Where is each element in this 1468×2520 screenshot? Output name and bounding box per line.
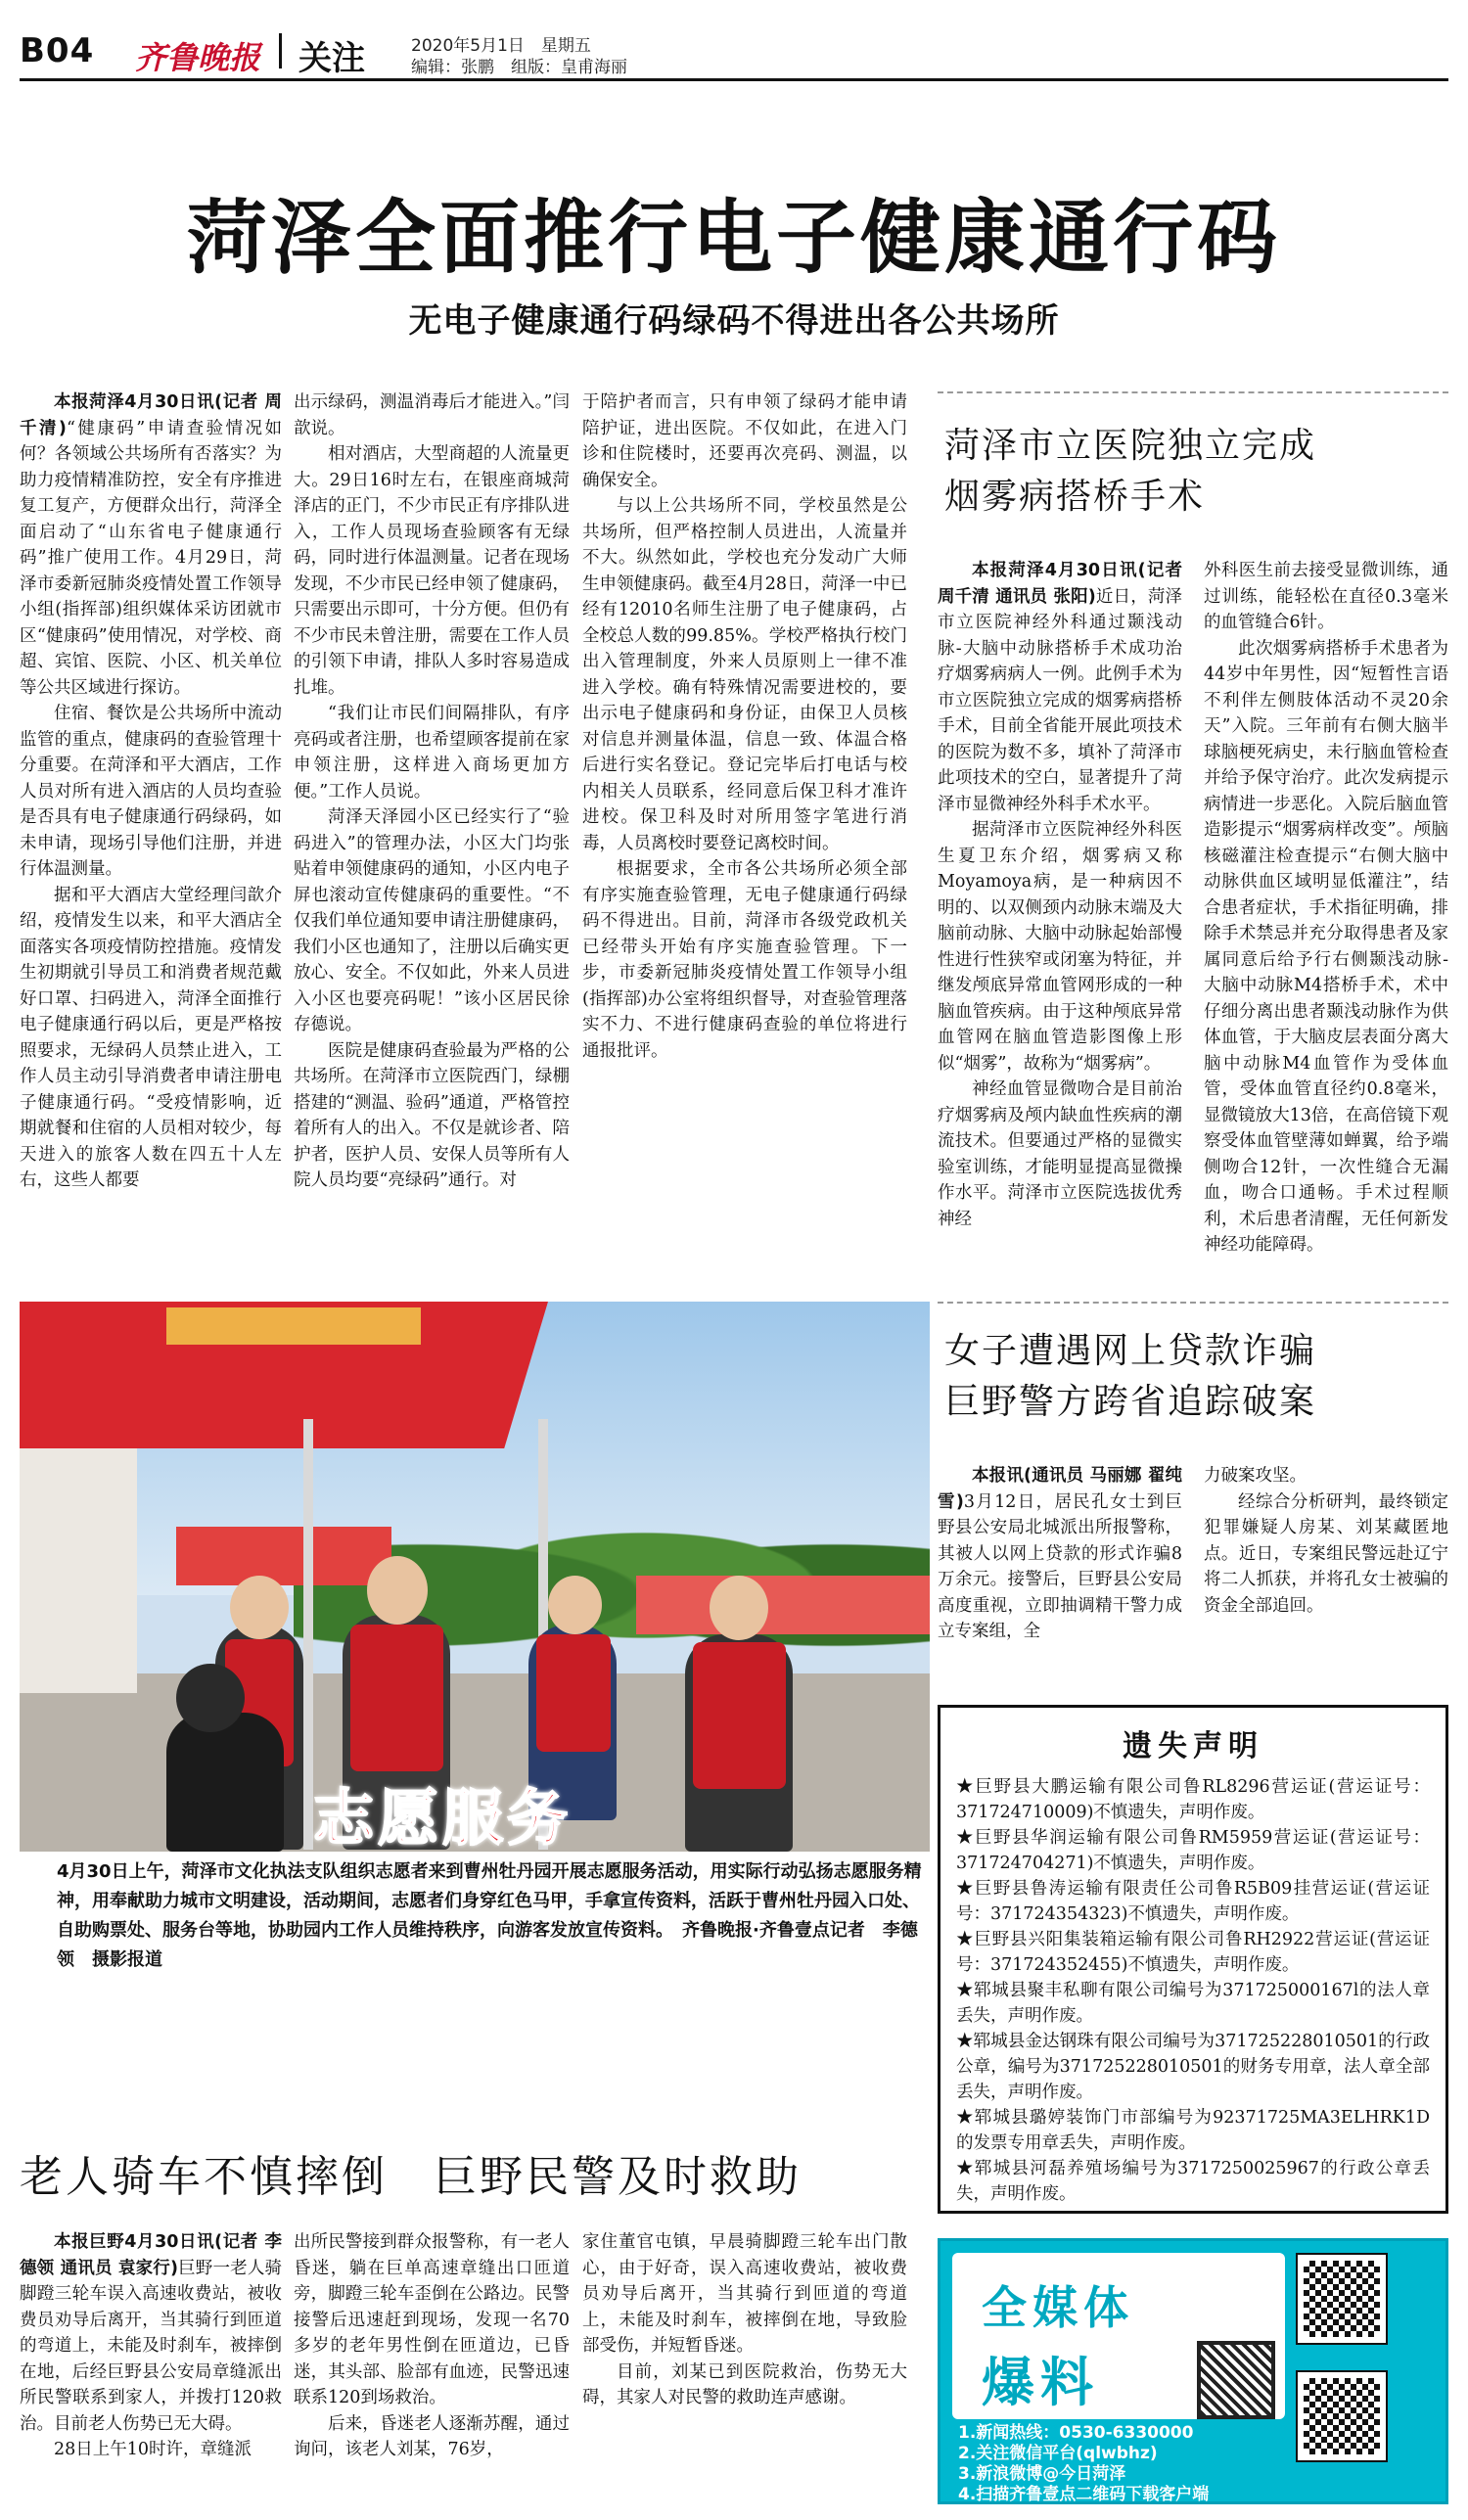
paragraph: “我们让市民们间隔排队，有序亮码或者注册，也希望顾客提前在家申领注册，这样进入商场更加方便。”工作人员说。 bbox=[294, 704, 570, 802]
article-lead: 本报讯(通讯员 马丽娜 翟纯雪) bbox=[938, 1466, 1182, 1512]
paragraph: 医院是健康码查验最为严格的公共场所。在菏泽市立医院西门，绿棚搭建的“测温、验码”通道，严格管控着所有人的出入。不仅是就诊者、陪护者，医护人员、安保人员等所有人院人员均要“亮绿码”通行。对 bbox=[294, 1040, 570, 1190]
paper-name: 齐鲁晚报 bbox=[135, 39, 261, 76]
lost-notice-item: ★巨野县兴阳集装箱运输有限公司鲁RH2922营运证(营运证号：371724352455)不慎遗失，声明作废。 bbox=[956, 1930, 1430, 1975]
photo-person-head bbox=[230, 1576, 289, 1639]
editors-line: 编辑：张鹏 组版：皇甫海丽 bbox=[411, 58, 627, 77]
paragraph: 菏泽天泽园小区已经实行了“验码进入”的管理办法，小区大门均张贴着申领健康码的通知，小区内电子屏也滚动宣传健康码的重要性。“不仅我们单位通知要申请注册健康码，我们小区也通知了，注册以后确实更放心、安全。不仅如此，外来人员进入小区也要亮码呢！”该小区居民徐存德说。 bbox=[294, 807, 570, 1034]
photo-person-head bbox=[710, 1576, 768, 1640]
paragraph: 与以上公共场所不同，学校虽然是公共场所，但严格控制人员进出，人流量并不大。纵然如此，学校也充分发动广大师生申领健康码。截至4月28日，菏泽一中已经有12010名师生注册了电子健康码，占全校总人数的99.85%。学校严格执行校门出入管理制度，外来人员原则上一律不准进入学校。确有特殊情况需要进校的，要出示电子健康码和身份证，由保卫人员核对信息并测量体温，信息一致、体温合格后进行实名登记。登记完毕后打电话与校内相关人员联系，经同意后保卫科才准许进校。保卫科及时对所用签字笔进行消毒，人员离校时要登记离校时间。 bbox=[582, 496, 907, 853]
paragraph: 神经血管显微吻合是目前治疗烟雾病及颅内缺血性疾病的潮流技术。但要通过严格的显微实验室训练，才能明显提高显微操作水平。菏泽市立医院选拔优秀神经 bbox=[938, 1079, 1182, 1229]
article-3-col-2 bbox=[1204, 1463, 1448, 1690]
title-line: 女子遭遇网上贷款诈骗 bbox=[944, 1331, 1317, 1371]
qr-code-icon bbox=[1298, 2372, 1386, 2460]
paragraph: 近日，菏泽市立医院神经外科通过颞浅动脉-大脑中动脉搭桥手术成功治疗烟雾病病人一例。此例手术为市立医院独立完成的烟雾病搭桥手术，目前全省能开展此项技术的医院为数不多，填补了菏泽市此项技术的空白，显著提升了菏泽市显微神经外科手术水平。 bbox=[938, 586, 1182, 814]
paragraph: 后来，昏迷老人逐渐苏醒，通过询问，该老人刘某，76岁， bbox=[294, 2413, 570, 2459]
media-ad-panel bbox=[952, 2253, 1285, 2419]
media-ad-logo-top: 全媒体 bbox=[982, 2281, 1134, 2334]
media-ad-line: 3.新浪微博@今日菏泽 bbox=[958, 2464, 1126, 2484]
photo-tent bbox=[636, 1576, 930, 1634]
paragraph: 于陪护者而言，只有申领了绿码才能申请陪护证，进出医院。不仅如此，在进入门诊和住院楼时，还要再次亮码、测温，以确保安全。 bbox=[582, 392, 907, 490]
title-line: 巨野警方跨省追踪破案 bbox=[944, 1382, 1317, 1422]
photo-person bbox=[166, 1713, 284, 1852]
volunteer-photo bbox=[20, 1302, 930, 1852]
media-ad-line: 1.新闻热线：0530-6330000 bbox=[958, 2423, 1194, 2443]
main-article-col-2 bbox=[294, 389, 570, 1251]
photo-person-head bbox=[367, 1556, 428, 1625]
paragraph: 据菏泽市立医院神经外科医生夏卫东介绍，烟雾病又称Moyamoya病，是一种病因不明的、以双侧颈内动脉末端及大脑前动脉、大脑中动脉起始部慢性进行性狭窄或闭塞为特征，并继发颅底异常血管网形成的一种脑血管疾病。由于这种颅底异常血管网在脑血管造影图像上形似“烟雾”，故称为“烟雾病”。 bbox=[938, 820, 1182, 1074]
section-divider bbox=[938, 1302, 1448, 1304]
lost-notice-item: ★巨野县华润运输有限公司鲁RM5959营运证(营运证号：371724704271)不慎遗失，声明作废。 bbox=[956, 1828, 1430, 1873]
paragraph: 力破案攻坚。 bbox=[1204, 1466, 1307, 1486]
photo-person-vest bbox=[350, 1625, 443, 1771]
masthead bbox=[20, 27, 1448, 76]
issue-date: 2020年5月1日 星期五 bbox=[411, 36, 591, 56]
lost-notice-item: ★巨野县大鹏运输有限公司鲁RL8296营运证(营运证号：371724710009)不慎遗失，声明作废。 bbox=[956, 1777, 1430, 1822]
paragraph: 28日上午10时许，章缝派 bbox=[54, 2440, 252, 2459]
main-headline: 菏泽全面推行电子健康通行码 bbox=[186, 191, 1281, 285]
photo-tag: 志愿服务 bbox=[313, 1782, 573, 1852]
media-ad bbox=[938, 2238, 1448, 2504]
photo-person-head bbox=[548, 1576, 602, 1634]
paragraph: 家住董官屯镇，早晨骑脚蹬三轮车出门散心，由于好奇，误入高速收费站，被收费员劝导后离开，当其骑行到匝道的弯道上，未能及时刹车，被摔倒在地，导致脸部受伤，并短暂昏迷。 bbox=[582, 2232, 907, 2356]
article-2-col-2 bbox=[1204, 558, 1448, 1282]
lost-notice-item: ★巨野县鲁涛运输有限责任公司鲁R5B09挂营运证(营运证号：371724354323)不慎遗失，声明作废。 bbox=[956, 1879, 1430, 1924]
lost-notice-title: 遗失声明 bbox=[1123, 1729, 1263, 1764]
article-4-title: 老人骑车不慎摔倒 巨野民警及时救助 bbox=[20, 2152, 802, 2202]
photo-banner bbox=[166, 1307, 421, 1345]
photo-tent bbox=[176, 1527, 391, 1585]
photo-person-vest bbox=[536, 1634, 611, 1752]
section-divider bbox=[938, 391, 1448, 393]
article-lead: 本报菏泽4月30日讯(记者 周千清) bbox=[20, 392, 282, 438]
paragraph: 据和平大酒店大堂经理闫歆介绍，疫情发生以来，和平大酒店全面落实各项疫情防控措施。疫情发生初期就引导员工和消费者规范戴好口罩、扫码进入，菏泽全面推行电子健康通行码以后，更是严格按照要求，无绿码人员禁止进入，工作人员主动引导消费者申请注册电子健康通行码。“受疫情影响，近期就餐和住宿的人员相对较少，每天进入的旅客人数在四五十人左右，这些人都要 bbox=[20, 885, 282, 1190]
article-lead: 本报菏泽4月30日讯(记者 周千清 通讯员 张阳) bbox=[938, 561, 1182, 607]
media-ad-line: 2.关注微信平台(qlwbhz) bbox=[958, 2444, 1158, 2463]
lost-notice-item: ★郓城县金达钢珠有限公司编号为371725228010501的行政公章，编号为371725228010501的财务专用章，法人章全部丢失，声明作废。 bbox=[956, 2032, 1430, 2102]
paragraph: 3月12日，居民孔女士到巨野县公安局北城派出所报警称，其被人以网上贷款的形式诈骗8万余元。接警后，巨野县公安局高度重视，立即抽调精干警力成立专案组，全 bbox=[938, 1491, 1182, 1641]
article-3-col-1 bbox=[938, 1463, 1182, 1690]
paragraph: 出示绿码，测温消毒后才能进入。”闫歆说。 bbox=[294, 392, 570, 438]
photo-person-head bbox=[176, 1664, 245, 1732]
article-3-title bbox=[944, 1326, 1316, 1428]
lost-notice-item: ★郓城县璐婷装饰门市部编号为92371725MA3ELHRK1D的发票专用章丢失，声明作废。 bbox=[956, 2108, 1430, 2153]
paragraph: 此次烟雾病搭桥手术患者为44岁中年男性，因“短暂性言语不利伴左侧肢体活动不灵20余天”入院。三年前有右侧大脑半球脑梗死病史，未行脑血管检查并给予保守治疗。此次发病提示病情进一步恶化。入院后脑血管造影提示“烟雾病样改变”。颅脑核磁灌注检查提示“右侧大脑中动脉供血区域明显低灌注”，结合患者症状，手术指征明确，排除手术禁忌并充分取得患者及家属同意后给予行右侧颞浅动脉-大脑中动脉M4搭桥手术，术中仔细分离出患者颞浅动脉作为供体血管，于大脑皮层表面分离大脑中动脉M4血管作为受体血管，受体血管直径约0.8毫米，显微镜放大13倍，在高倍镜下观察受体血管壁薄如蝉翼，给予端侧吻合12针，一次性缝合无漏血，吻合口通畅。手术过程顺利，术后患者清醒，无任何新发神经功能障碍。 bbox=[1204, 638, 1448, 1255]
main-article-col-1 bbox=[20, 389, 282, 1251]
paragraph: 巨野一老人骑脚蹬三轮车误入高速收费站，被收费员劝导后离开，当其骑行到匝道的弯道上，未能及时刹车，被摔倒在地，后经巨野县公安局章缝派出所民警联系到家人，并拨打120救治。目前老人伤势已无大碍。 bbox=[20, 2258, 282, 2434]
photo-person-vest bbox=[693, 1642, 786, 1789]
main-subhead: 无电子健康通行码绿码不得进出各公共场所 bbox=[408, 301, 1060, 341]
paragraph: 出所民警接到群众报警称，有一老人昏迷，躺在巨单高速章缝出口匝道旁，脚蹬三轮车歪倒在公路边。民警接警后迅速赶到现场，发现一名70多岁的老年男性倒在匝道边，已昏迷，其头部、脸部有血迹，民警迅速联系120到场救治。 bbox=[294, 2232, 570, 2407]
paragraph: 目前，刘某已到医院救治，伤势无大碍，其家人对民警的救助连声感谢。 bbox=[582, 2361, 907, 2407]
article-2-col-1 bbox=[938, 558, 1182, 1282]
media-ad-lines bbox=[958, 2423, 1209, 2504]
article-4-col-3 bbox=[582, 2229, 907, 2513]
article-2-title bbox=[944, 421, 1316, 523]
paragraph: 根据要求，全市各公共场所必须全部有序实施查验管理，无电子健康通行码绿码不得进出。目前，菏泽市各级党政机关已经带头开始有序实施查验管理。下一步，市委新冠肺炎疫情处置工作领导小组(指挥部)办公室将组织督导，对查验管理落实不力、不进行健康码查验的单位将进行通报批评。 bbox=[582, 859, 907, 1061]
photo-caption: 4月30日上午，菏泽市文化执法支队组织志愿者来到曹州牡丹园开展志愿服务活动，用实际行动弘扬志愿服务精神，用奉献助力城市文明建设，活动期间，志愿者们身穿红色马甲，手拿宣传资料，活跃于曹州牡丹园入口处、自助购票处、服务台等地，协助园内工作人员维持秩序，向游客发放宣传资料。 齐鲁晚报·齐鲁壹点记者 李德领 摄影报道 bbox=[57, 1861, 922, 1970]
section-name: 关注 bbox=[298, 39, 365, 78]
masthead-divider bbox=[279, 33, 282, 69]
paragraph: 外科医生前去接受显微训练，通过训练，能轻松在直径0.3毫米的血管缝合6针。 bbox=[1204, 561, 1448, 632]
paragraph: 相对酒店，大型商超的人流量更大。29日16时左右，在银座商城菏泽店的正门，不少市民正有序排队进入，工作人员现场查验顾客有无绿码，同时进行体温测量。记者在现场发现，不少市民已经申领了健康码，只需要出示即可，十分方便。但仍有不少市民未曾注册，需要在工作人员的引领下申请，排队人多时容易造成扎堆。 bbox=[294, 444, 570, 698]
main-article-col-3 bbox=[582, 389, 907, 1251]
photo-pole bbox=[303, 1419, 313, 1850]
media-ad-line: 4.扫描齐鲁壹点二维码下载客户端 bbox=[958, 2485, 1210, 2504]
article-4-col-1 bbox=[20, 2229, 282, 2513]
lost-notice-box bbox=[938, 1705, 1448, 2214]
qr-code-icon bbox=[1298, 2255, 1386, 2343]
paragraph: 经综合分析研判，最终锁定犯罪嫌疑人房某、刘某藏匿地点。近日，专案组民警远赴辽宁将二人抓获，并将孔女士被骗的资金全部追回。 bbox=[1204, 1491, 1448, 1616]
title-line: 菏泽市立医院独立完成 bbox=[944, 426, 1317, 466]
article-4-col-2 bbox=[294, 2229, 570, 2513]
lost-notice-item: ★郓城县河磊养殖场编号为3717250025967的行政公章丢失，声明作废。 bbox=[956, 2159, 1430, 2204]
lost-notice-item: ★郓城县聚丰私聊有限公司编号为371725000167l的法人章丢失，声明作废。 bbox=[956, 1981, 1430, 2026]
title-line: 烟雾病搭桥手术 bbox=[944, 477, 1206, 517]
media-ad-logo-bottom: 爆料 bbox=[982, 2352, 1099, 2413]
paragraph: “健康码”申请查验情况如何？各领域公共场所有否落实？为助力疫情精准防控，安全有序推进复工复产，方便群众出行，菏泽全面启动了“山东省电子健康通行码”推广使用工作。4月29日，菏泽市委新冠肺炎疫情处置工作领导小组(指挥部)组织媒体采访团就市区“健康码”使用情况，对学校、商超、宾馆、医院、小区、机关单位等公共区域进行探访。 bbox=[20, 418, 282, 698]
article-lead: 本报巨野4月30日讯(记者 李德领 通讯员 袁家行) bbox=[20, 2232, 282, 2278]
paragraph: 住宿、餐饮是公共场所中流动监管的重点，健康码的查验管理十分重要。在菏泽和平大酒店，工作人员对所有进入酒店的人员均查验是否具有电子健康通行码绿码，如未申请，现场引导他们注册，并进行体温测量。 bbox=[20, 704, 282, 879]
masthead-rule bbox=[20, 78, 1448, 81]
phone-icon bbox=[1197, 2341, 1275, 2419]
page-number: B04 bbox=[20, 31, 95, 70]
